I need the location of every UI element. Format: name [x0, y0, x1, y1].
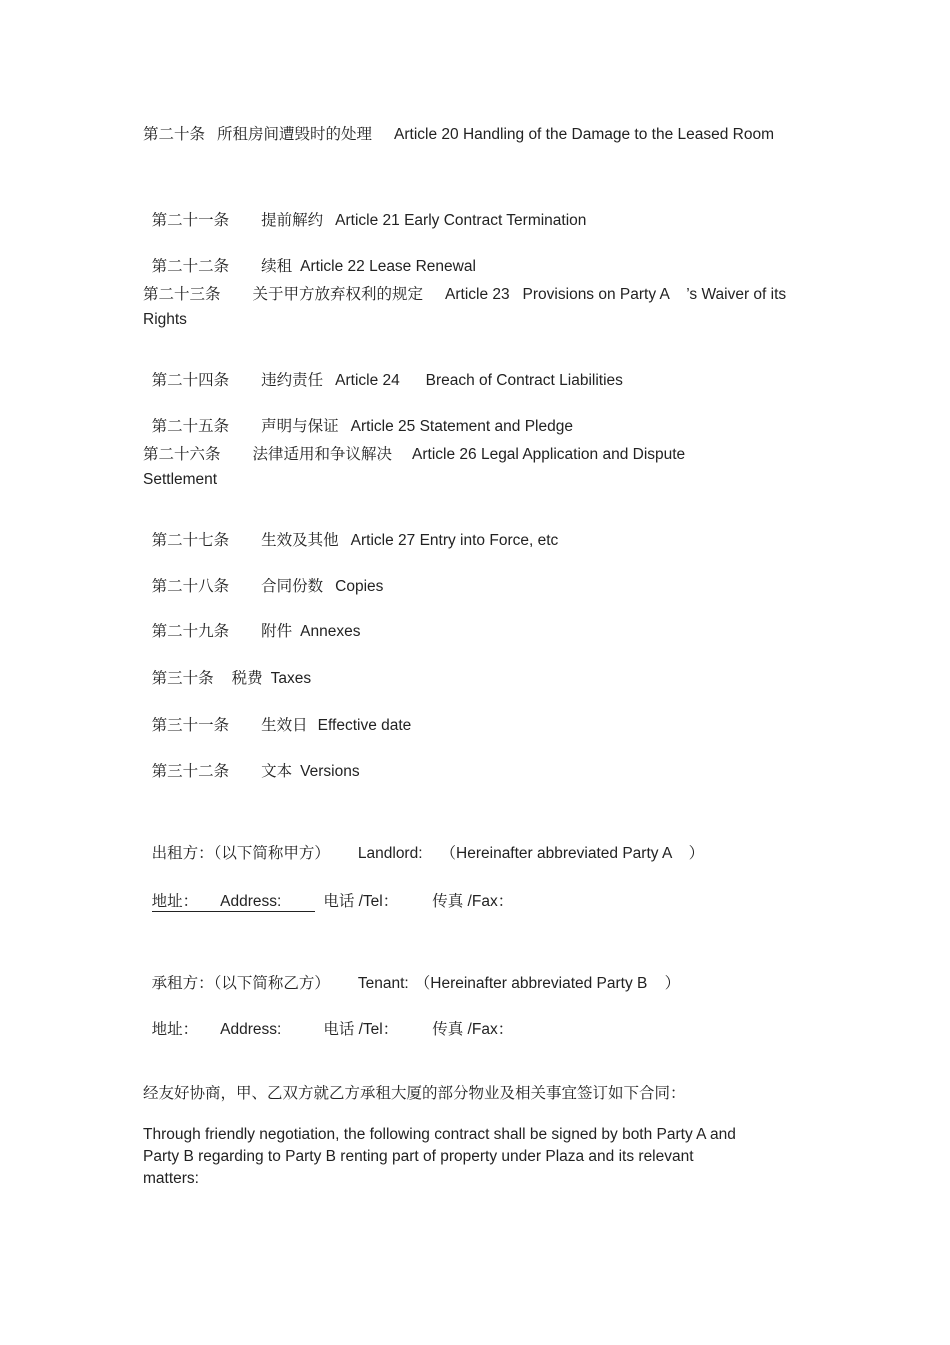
article-number: 第二十七条: [151, 532, 230, 549]
landlord-line: [143, 824, 704, 864]
article-title-en: Annexes: [300, 623, 361, 640]
article-title-cn: 生效日: [261, 717, 308, 734]
article-number: 第三十二条: [151, 763, 230, 780]
intro-en: Through friendly negotiation, the following contract shall be signed by both Party A and Party B regarding to Party B renting part of property under Plaza and its relevant matters:: [143, 1126, 736, 1187]
article-title-en: Article 25 Statement and Pledge: [350, 418, 573, 435]
article-number: 第二十二条: [151, 258, 230, 275]
toc-item-20: [143, 124, 783, 146]
article-title-en: Versions: [300, 763, 360, 780]
article-number: 第二十九条: [151, 623, 230, 640]
toc-item-31: [143, 696, 411, 736]
article-title-cn: 声明与保证: [261, 418, 339, 435]
article-title-en: Article 26 Legal Application and Dispute Settlement: [143, 446, 686, 488]
toc-item-26: [143, 442, 723, 492]
article-number: 第二十六条: [143, 446, 221, 463]
article-title-en: Article 22 Lease Renewal: [300, 258, 476, 275]
article-number: 第二十八条: [151, 578, 230, 595]
tenant-line: [143, 954, 680, 994]
article-title-cn: 法律适用和争议解决: [252, 446, 393, 463]
toc-item-22: [143, 237, 476, 277]
toc-item-29: [143, 602, 360, 642]
tenant-contact-line: [143, 1000, 513, 1040]
article-title-cn: 生效及其他: [261, 532, 339, 549]
article-title-cn: 税费: [231, 670, 263, 687]
address-label-cn: 地址：: [151, 893, 199, 910]
article-number: 第二十一条: [151, 212, 230, 229]
landlord-contact-line: [143, 872, 513, 912]
address-label-cn: 地址：: [151, 1021, 199, 1038]
article-title-cn: 关于甲方放弃权利的规定: [252, 286, 424, 303]
landlord-label-en: Landlord:: [357, 845, 423, 862]
landlord-fax: 传真 /Fax：: [432, 893, 514, 910]
article-title-cn: 违约责任: [261, 372, 324, 389]
toc-item-23: [143, 282, 793, 332]
article-number: 第二十三条: [143, 286, 221, 303]
toc-item-32: [143, 742, 360, 782]
article-title-en: Taxes: [270, 670, 312, 687]
article-title-cn: 续租: [261, 258, 293, 275]
toc-item-27: [143, 511, 558, 551]
tenant-note: （Hereinafter abbreviated Party B ）: [414, 975, 681, 992]
article-title-en: Article 21 Early Contract Termination: [335, 212, 587, 229]
toc-item-21: [143, 191, 586, 231]
landlord-tel: 电话 /Tel：: [323, 893, 399, 910]
article-number: 第二十四条: [151, 372, 230, 389]
article-title-en: Copies: [335, 578, 384, 595]
toc-item-28: [143, 557, 383, 597]
article-title-cn: 提前解约: [261, 212, 324, 229]
article-title-en: Article 20 Handling of the Damage to the Leased Room: [394, 126, 775, 143]
landlord-label-cn: 出租方：（以下简称甲方）: [151, 845, 330, 862]
toc-item-25: [143, 397, 573, 437]
article-title-cn: 所租房间遭毁时的处理: [217, 126, 373, 143]
address-label-en: Address:: [220, 1021, 282, 1038]
article-number: 第三十条: [151, 670, 214, 687]
tenant-tel: 电话 /Tel：: [323, 1021, 399, 1038]
address-label-en: Address:: [220, 893, 282, 910]
article-number: 第三十一条: [151, 717, 230, 734]
landlord-address-field: [152, 893, 316, 912]
article-number: 第二十条: [143, 126, 206, 143]
tenant-label-en: Tenant:: [357, 975, 409, 992]
article-title-en: Article 27 Entry into Force, etc: [350, 532, 559, 549]
intro-cn: 经友好协商，甲、乙双方就乙方承租大厦的部分物业及相关事宜签订如下合同：: [143, 1085, 686, 1102]
article-title-en: Article 23 Provisions on Party A ’s Waiver of its Rights: [143, 286, 791, 328]
article-title-cn: 附件: [261, 623, 293, 640]
article-title-en: Article 24 Breach of Contract Liabilities: [335, 372, 623, 389]
tenant-fax: 传真 /Fax：: [432, 1021, 514, 1038]
article-number: 第二十五条: [151, 418, 230, 435]
tenant-label-cn: 承租方：（以下简称乙方）: [151, 975, 330, 992]
toc-item-30: [143, 649, 311, 689]
article-title-cn: 合同份数: [261, 578, 324, 595]
toc-item-24: [143, 351, 623, 391]
article-title-cn: 文本: [261, 763, 293, 780]
landlord-note: （Hereinafter abbreviated Party A ）: [440, 845, 705, 862]
article-title-en: Effective date: [317, 717, 412, 734]
